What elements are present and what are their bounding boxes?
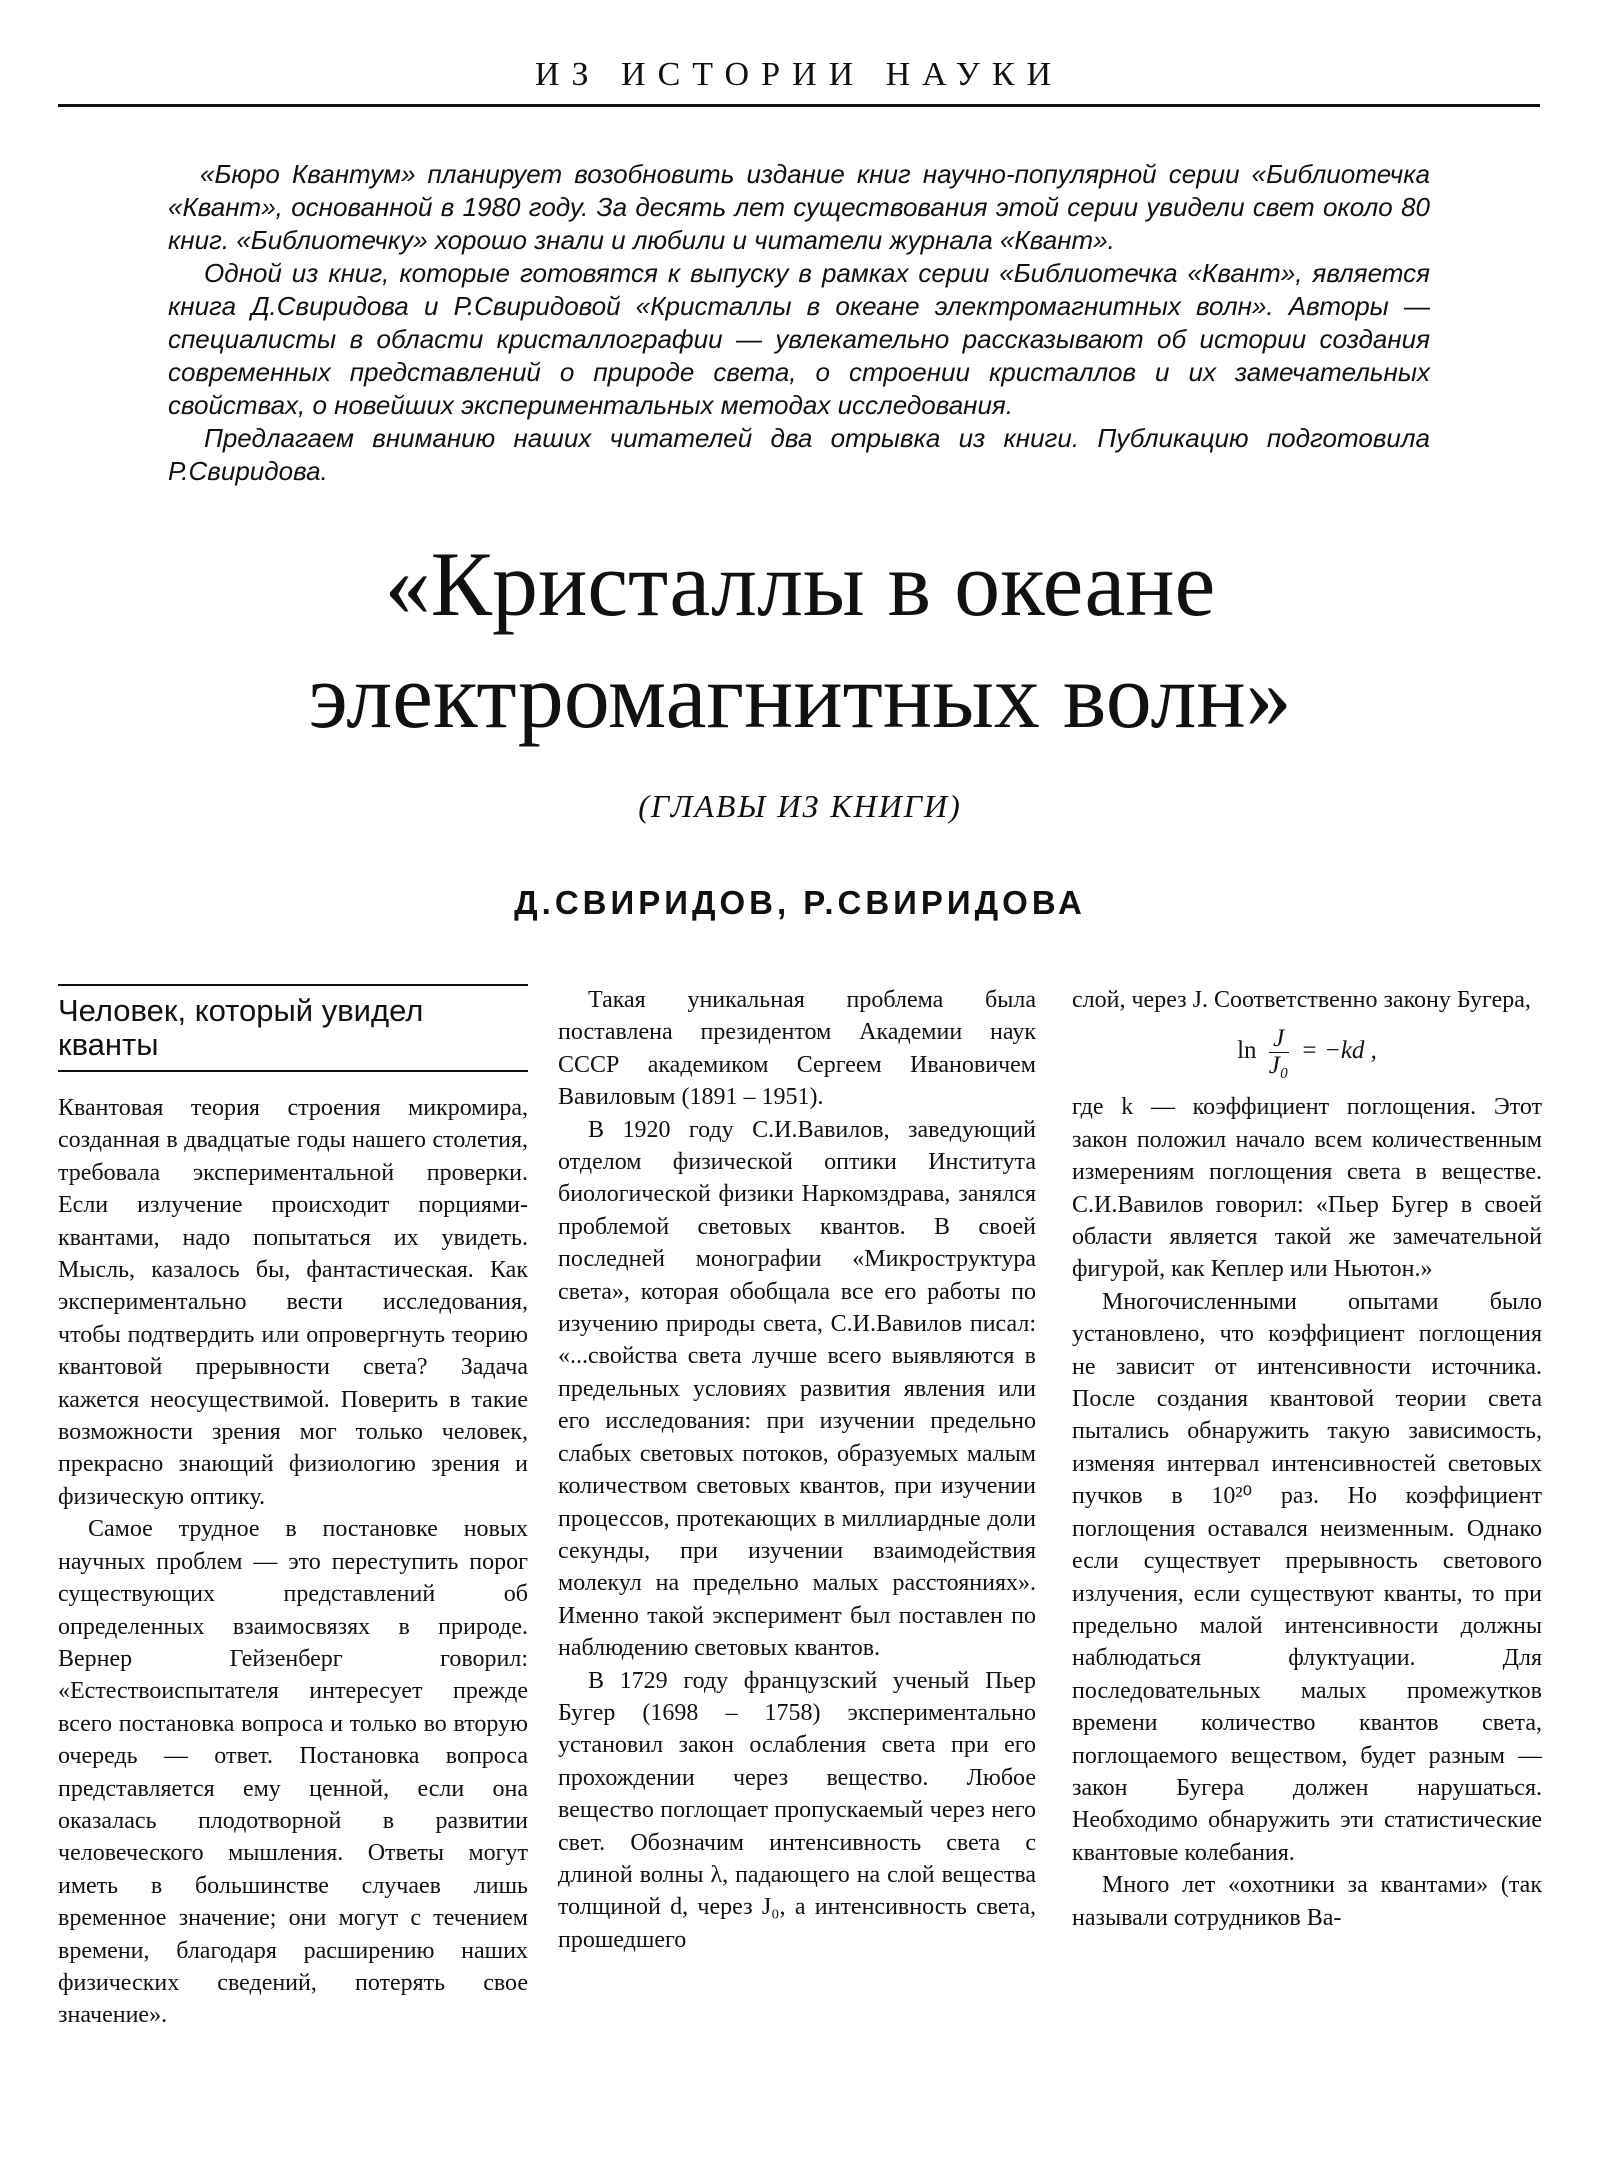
formula-fraction <box>1269 1026 1289 1079</box>
title-line: электромагнитных волн» <box>308 645 1292 747</box>
body-paragraph: где k — коэффициент поглощения. Этот закон положил начало всем количественным измерениям поглощения света в веществе. С.И.Вавилов говорил: «Пьер Бугер в своей области является такой же замечательной фигурой, как Кеплер или Ньютон.» <box>1072 1094 1542 1283</box>
bouguer-law-formula <box>1072 1026 1542 1079</box>
formula-denominator: J₀ <box>1268 1052 1289 1080</box>
article-subtitle: (ГЛАВЫ ИЗ КНИГИ) <box>638 788 962 824</box>
intro-paragraph: «Бюро Квантум» планирует возобновить издание книг научно-популярной серии «Библиотечка «Квант», основанной в 1980 году. За десять лет существования этой серии увидели свет около 80 книг. «Библиотечку» хорошо знали и любили и читатели журнала «Квант». <box>168 159 1430 255</box>
body-paragraph: Многочисленными опытами было установлено, что коэффициент поглощения не зависит от интенсивности источника. После создания квантовой теории света пытались обнаружить такую зависимость, изменяя интервал интенсивностей световых пучков в 10²⁰ раз. Но коэффициент поглощения оставался неизменным. Однако если существует прерывность светового излучения, если существуют кванты, то при предельно малой интенсивности должны наблюдаться флуктуации. Для последовательных малых промежутков времени количество квантов света, поглощаемого веществом, будет разным — закон Бугера должен нарушаться. Необходимо обнаружить эти статистические квантовые колебания. <box>1072 1288 1542 1866</box>
text-column-2 <box>558 984 1036 1956</box>
text-column-1 <box>58 984 528 2032</box>
article-title <box>100 528 1500 752</box>
body-paragraph: Самое трудное в постановке новых научных проблем — это переступить порог существующих представлений об определенных взаимосвязях в природе. Вернер Гейзенберг говорил: «Естествоиспытателя интересует прежде всего постановка вопроса и только во вторую очередь — ответ. Постановка вопроса представляется ему ценной, если она оказалась плодотворной в развитии человеческого мышления. Ответы могут иметь в большинстве случаев лишь временное значение; они могут с течением времени, благодаря расширению наших физических сведений, потерять свое значение». <box>58 1516 528 2029</box>
body-paragraph: В 1729 году французский ученый Пьер Бугер (1698 – 1758) экспериментально установил закон ослабления света при его прохождении через вещество. Любое вещество поглощает пропускаемый через него свет. Обозначим интенсивность света с длиной волны λ, падающего на слой вещества толщиной d, через J₀, а интенсивность света, прошедшего <box>558 1667 1036 1953</box>
formula-rhs: = −kd , <box>1300 1037 1377 1065</box>
intro-paragraph: Одной из книг, которые готовятся к выпуску в рамках серии «Библиотечка «Квант», является книга Д.Свиридова и Р.Свиридовой «Кристаллы в океане электромагнитных волн». Авторы — специалисты в области кристаллографии — увлекательно рассказывают об истории создания современных представлений о природе света, о строении кристаллов и их замечательных свойствах, о новейших экспериментальных методах исследования. <box>168 258 1430 420</box>
text-column-3 <box>1072 984 1542 1934</box>
body-paragraph: Такая уникальная проблема была поставлена президентом Академии наук СССР академиком Сергеем Ивановичем Вавиловым (1891 – 1951). <box>558 987 1036 1111</box>
section-header: ИЗ ИСТОРИИ НАУКИ <box>534 56 1064 93</box>
body-paragraph: В 1920 году С.И.Вавилов, заведующий отделом физической оптики Института биологической физики Наркомздрава, занялся проблемой световых квантов. В своей последней монографии «Микроструктура света», которая обобщала все его работы по изучению природы света, С.И.Вавилов писал: «...свойства света лучше всего выявляются в предельных условиях развития явления или его исследования: при изучении предельно слабых световых потоков, образуемых малым количеством световых квантов, при изучении процессов, протекающих в миллиардные доли секунды, при изучении взаимодействия молекул на предельно малых расстояниях». Именно такой эксперимент был поставлен по наблюдению световых квантов. <box>558 1116 1036 1662</box>
article-authors: Д.СВИРИДОВ, Р.СВИРИДОВА <box>514 884 1086 921</box>
body-paragraph: слой, через J. Соответственно закону Бугера, <box>1072 987 1531 1013</box>
chapter-heading: Человек, который увидел кванты <box>58 984 528 1072</box>
editorial-intro <box>168 158 1430 488</box>
formula-function: ln <box>1237 1037 1257 1065</box>
header-rule <box>58 104 1540 107</box>
body-paragraph: Много лет «охотники за квантами» (так называли сотрудников Ва- <box>1072 1872 1542 1931</box>
intro-paragraph: Предлагаем вниманию наших читателей два отрывка из книги. Публикацию подготовила Р.Свиридова. <box>168 423 1430 486</box>
body-paragraph: Квантовая теория строения микромира, созданная в двадцатые годы нашего столетия, требовала экспериментальной проверки. Если излучение происходит порциями-квантами, надо попытаться их увидеть. Мысль, казалось бы, фантастическая. Как экспериментально вести исследования, чтобы подтвердить или опровергнуть теорию квантовой прерывности света? Задача кажется неосуществимой. Поверить в такие возможности зрения мог только человек, прекрасно знающий физиологию зрения и физическую оптику. <box>58 1095 528 1510</box>
title-line: «Кристаллы в океане <box>384 533 1216 635</box>
formula-numerator: J <box>1269 1026 1289 1053</box>
